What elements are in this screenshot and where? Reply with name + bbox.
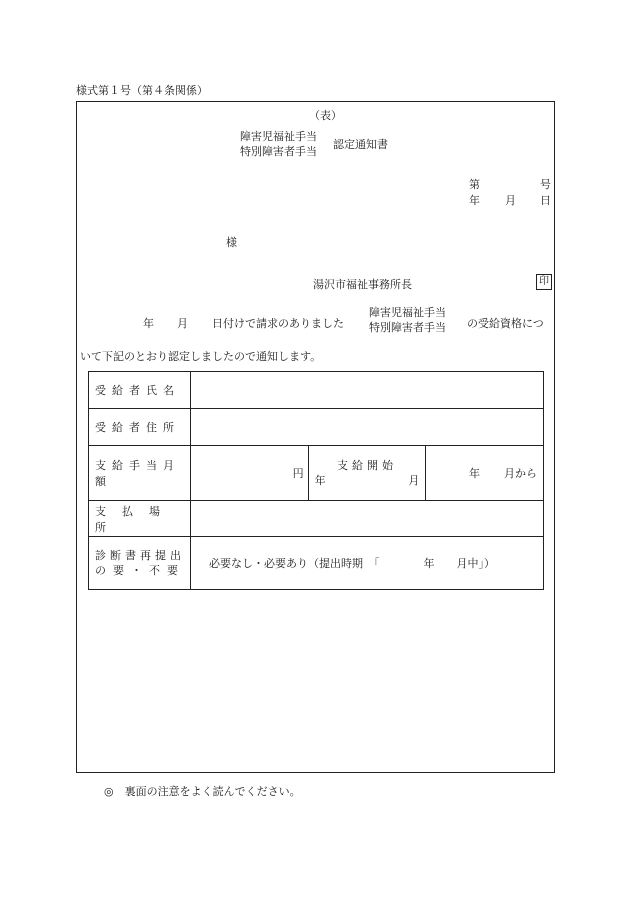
- title-benefit-2: 特別障害者手当: [240, 145, 317, 158]
- start-label-year: 年: [314, 474, 326, 487]
- start-date-label: [308, 446, 426, 501]
- diagnosis-label-2: の要・不要: [95, 564, 185, 577]
- recipient-address-label: 受給者住所: [89, 409, 191, 446]
- start-label-month: 月: [408, 474, 420, 487]
- footer-note: ◎ 裏面の注意をよく読んでください。: [104, 785, 301, 798]
- side-label: （表）: [309, 109, 342, 122]
- table-row: [89, 446, 544, 501]
- number-label: 第: [469, 178, 480, 191]
- diagnosis-value: 必要なし・必要あり（提出時期 「 年 月中」）: [209, 557, 495, 570]
- recipient-name-field[interactable]: [191, 372, 544, 409]
- body-year: 年: [143, 317, 154, 330]
- details-table: [88, 371, 544, 590]
- monthly-amount-field[interactable]: [191, 446, 309, 501]
- payment-place-label: 支払場所: [89, 501, 191, 537]
- recipient-suffix: 様: [226, 236, 237, 249]
- start-label-2: [309, 473, 426, 488]
- body-benefit-1: 障害児福祉手当: [369, 306, 446, 319]
- date-year: 年: [469, 194, 480, 207]
- recipient-address-field[interactable]: [191, 409, 544, 446]
- table-row: [89, 537, 544, 590]
- notice-title: 認定通知書: [333, 138, 388, 151]
- amount-unit: 円: [292, 467, 304, 480]
- date-month: 月: [505, 194, 516, 207]
- start-month: 月から: [504, 467, 537, 480]
- table-row: [89, 372, 544, 409]
- title-benefit-stack: [240, 129, 317, 159]
- recipient-name-label: 受給者氏名: [89, 372, 191, 409]
- issuer-name: 湯沢市福祉事務所長: [313, 278, 412, 291]
- body-benefit-2: 特別障害者手当: [369, 321, 446, 334]
- diagnosis-need-field[interactable]: [191, 537, 544, 590]
- form-label: 様式第１号（第４条関係）: [76, 84, 208, 97]
- body-benefit-stack: [369, 305, 446, 335]
- payment-place-field[interactable]: [191, 501, 544, 537]
- seal-mark: 印: [536, 274, 552, 290]
- number-suffix: 号: [540, 178, 551, 191]
- start-date-field[interactable]: [426, 446, 544, 501]
- date-day: 日: [540, 194, 551, 207]
- title-benefit-1: 障害児福祉手当: [240, 130, 317, 143]
- table-row: [89, 501, 544, 537]
- diagnosis-label: [89, 537, 191, 590]
- monthly-amount-label: 支給手当月額: [89, 446, 191, 501]
- table-row: [89, 409, 544, 446]
- start-label-1: 支給開始: [336, 459, 397, 472]
- body-line-2: いて下記のとおり認定しましたので通知します。: [80, 350, 322, 363]
- body-month: 月: [177, 317, 188, 330]
- start-year: 年: [469, 467, 480, 480]
- body-tail: の受給資格につ: [467, 317, 544, 330]
- diagnosis-label-1: 診断書再提出: [95, 549, 185, 562]
- body-text: 日付けで請求のありました: [212, 317, 344, 330]
